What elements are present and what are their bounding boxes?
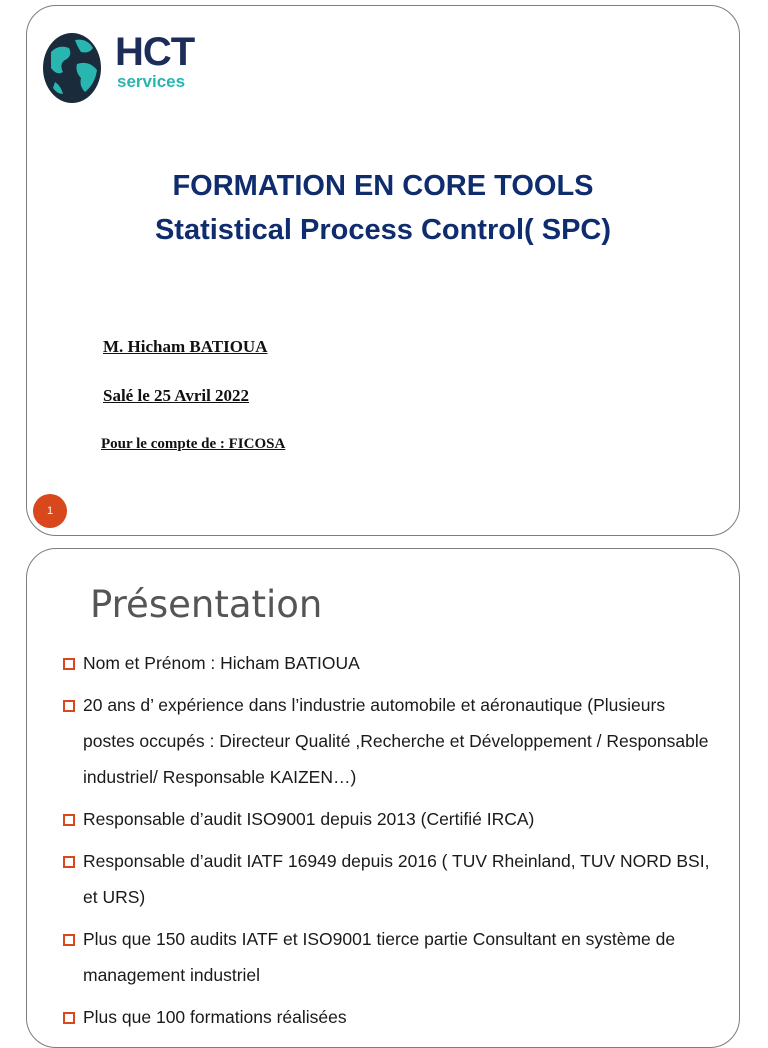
slide-1 bbox=[26, 5, 740, 536]
bullet-text: 20 ans d’ expérience dans l’industrie automobile et aéronautique (Plusieurs postes occupés : Directeur Qualité ,Recherche et Développement / Responsable industriel/ Responsable KAIZEN…) bbox=[83, 695, 709, 787]
bullet-text: Responsable d’audit IATF 16949 depuis 2016 ( TUV Rheinland, TUV NORD BSI, et URS) bbox=[83, 851, 710, 907]
bullet-box-icon bbox=[63, 658, 75, 670]
logo-text-sub: services bbox=[117, 72, 186, 91]
list-item bbox=[61, 843, 721, 915]
globe-icon bbox=[41, 30, 105, 104]
company-logo bbox=[41, 30, 195, 106]
bullet-box-icon bbox=[63, 934, 75, 946]
client-name: Pour le compte de : FICOSA bbox=[101, 436, 286, 452]
bullet-box-icon bbox=[63, 1012, 75, 1024]
bullet-box-icon bbox=[63, 700, 75, 712]
bullet-box-icon bbox=[63, 814, 75, 826]
list-item bbox=[61, 921, 721, 993]
author-name: M. Hicham BATIOUA bbox=[103, 337, 268, 356]
list-item bbox=[61, 801, 721, 837]
bullet-text: Plus que 100 formations réalisées bbox=[83, 1007, 347, 1027]
slide-2 bbox=[26, 548, 740, 1048]
presentation-date: Salé le 25 Avril 2022 bbox=[103, 386, 250, 405]
slide-title: Présentation bbox=[90, 583, 323, 626]
bullet-text: Nom et Prénom : Hicham BATIOUA bbox=[83, 653, 360, 673]
list-item bbox=[61, 687, 721, 795]
page-number-badge: 1 bbox=[33, 494, 67, 528]
list-item bbox=[61, 645, 721, 681]
bullet-text: Responsable d’audit ISO9001 depuis 2013 (Certifié IRCA) bbox=[83, 809, 535, 829]
bullet-box-icon bbox=[63, 856, 75, 868]
list-item bbox=[61, 999, 721, 1035]
logo-text-main: HCT bbox=[115, 30, 195, 74]
title-line-2: Statistical Process Control( SPC) bbox=[154, 214, 612, 246]
bullet-text: Plus que 150 audits IATF et ISO9001 tierce partie Consultant en système de management industriel bbox=[83, 929, 676, 985]
bullet-list bbox=[61, 645, 721, 1041]
title-line-1: FORMATION EN CORE TOOLS bbox=[172, 170, 594, 202]
